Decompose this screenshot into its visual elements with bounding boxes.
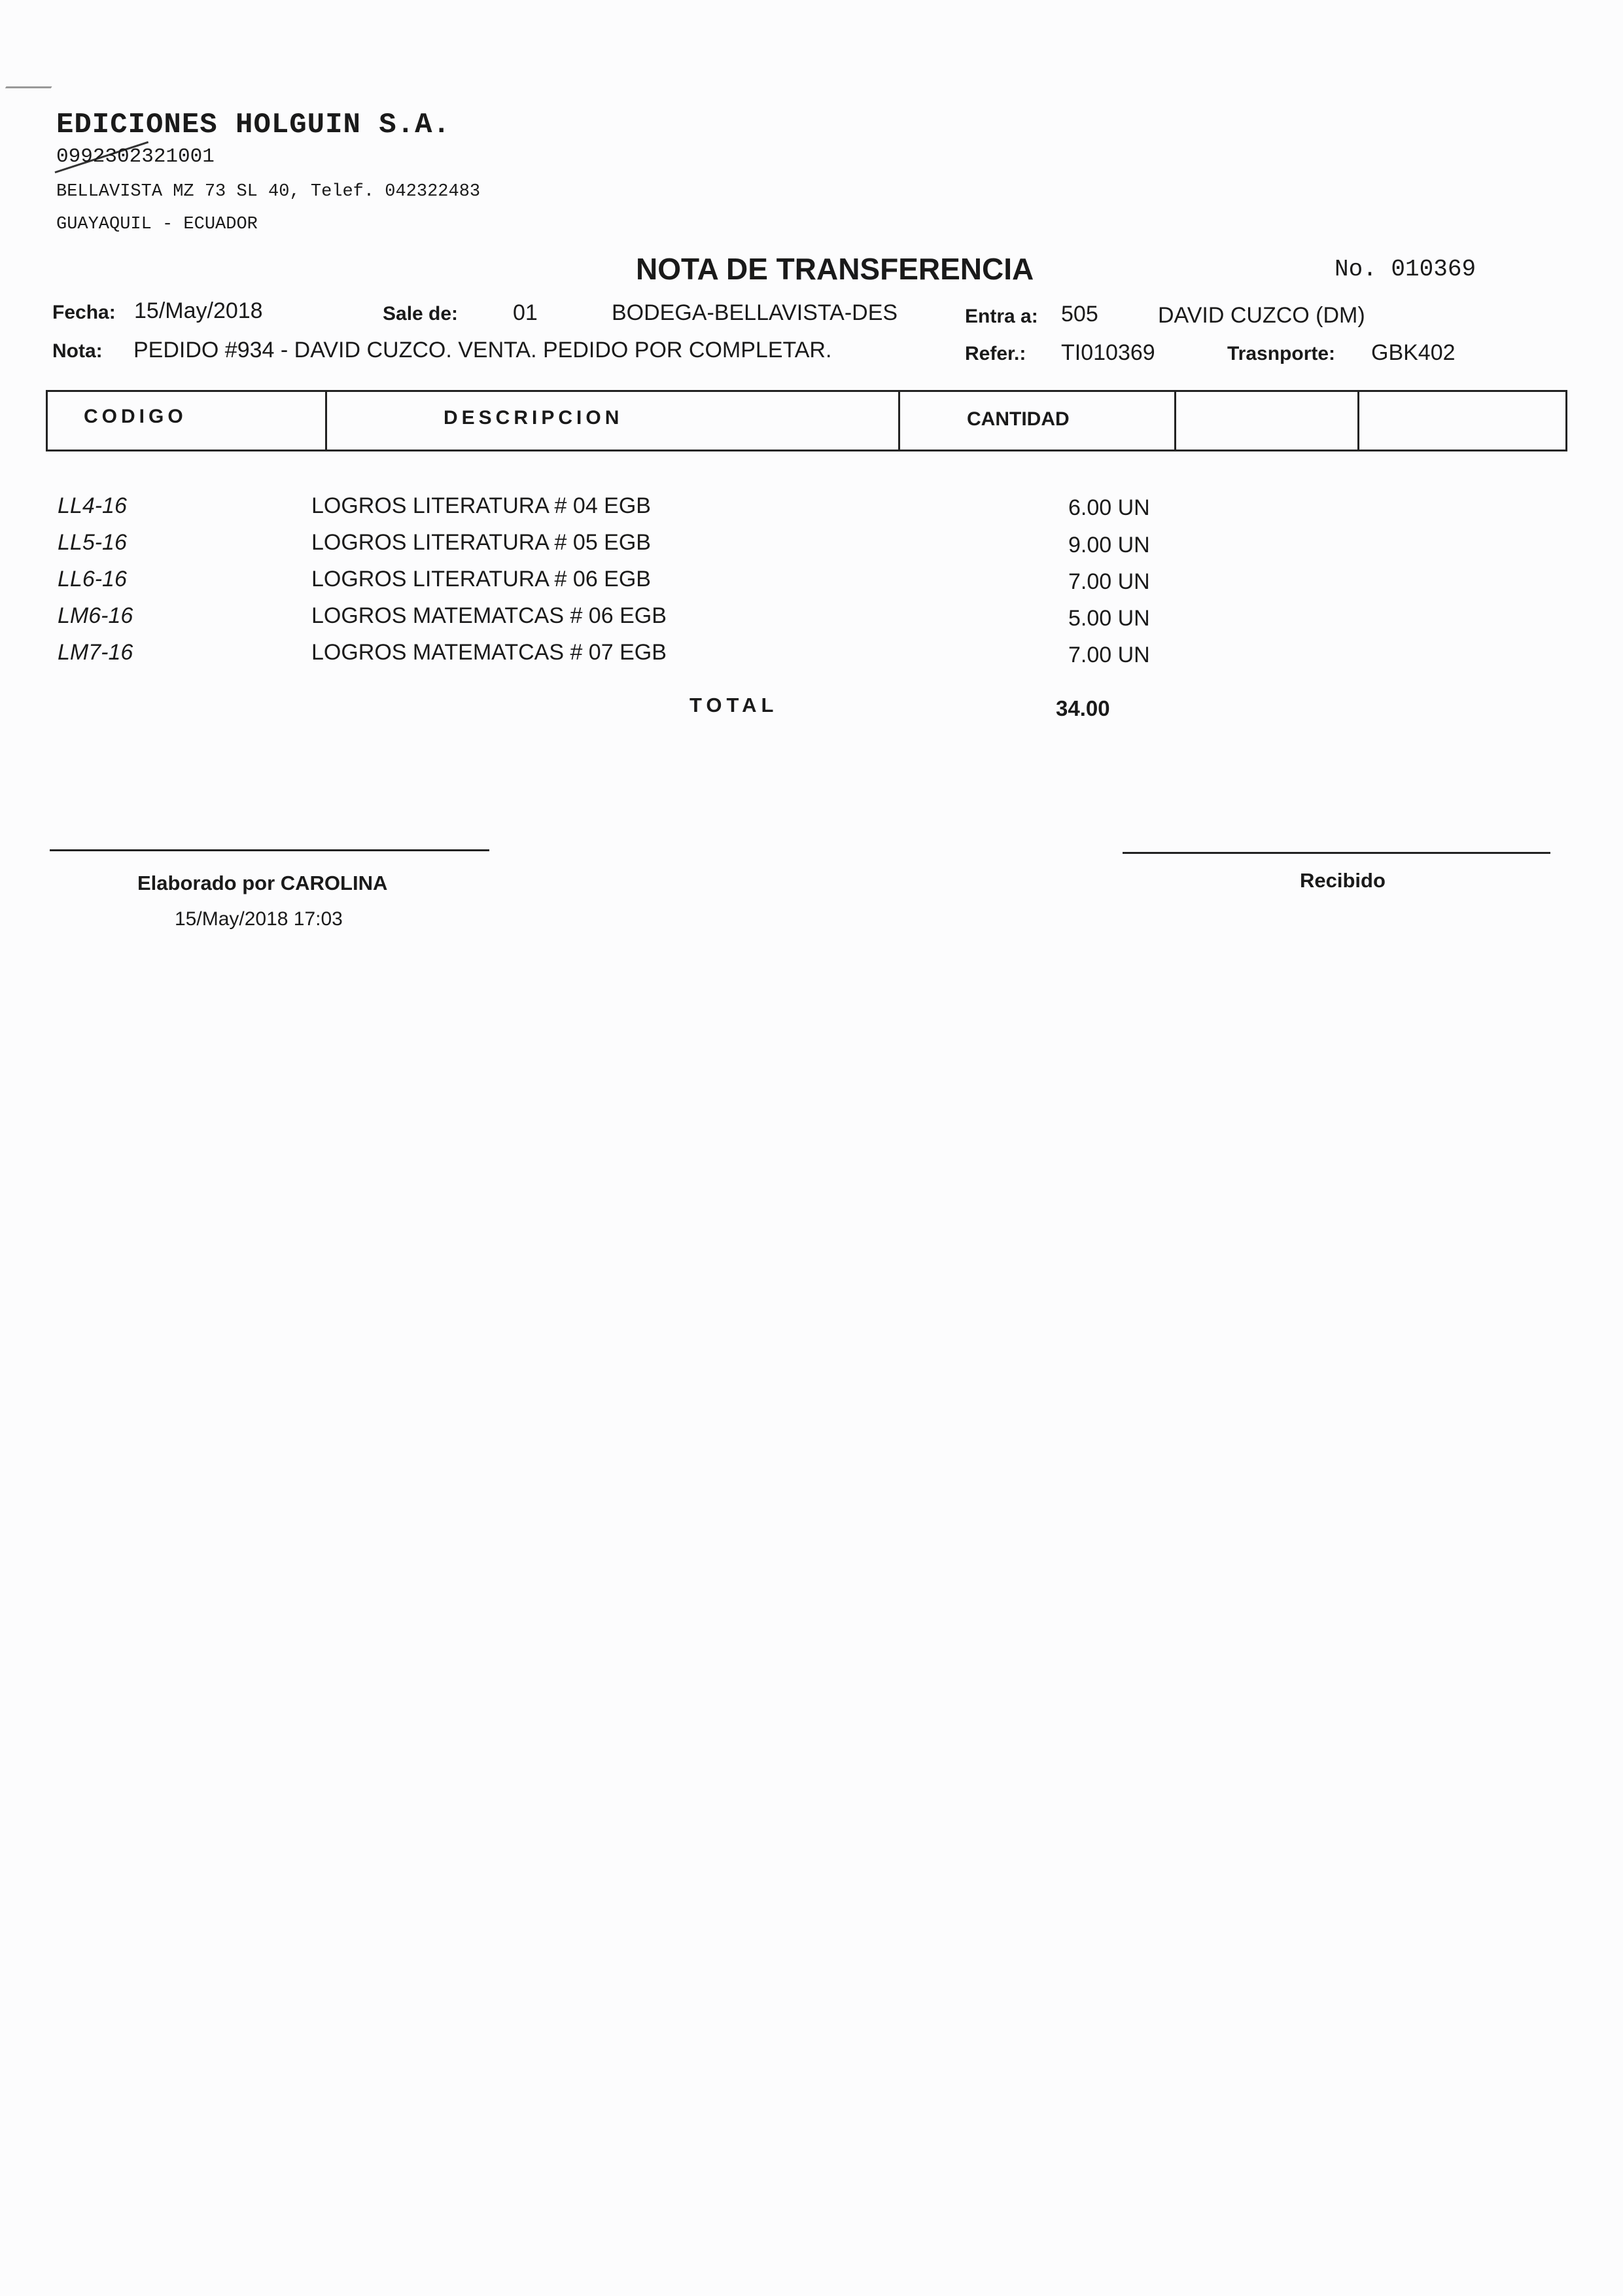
refer-label: Refer.:: [965, 343, 1026, 364]
header-codigo: CODIGO: [84, 406, 187, 427]
elaborado-por: Elaborado por CAROLINA: [137, 872, 388, 894]
column-divider: [325, 392, 327, 450]
row-cantidad: 5.00 UN: [1068, 606, 1150, 631]
entra-a-code: 505: [1061, 302, 1098, 327]
header-descripcion: DESCRIPCION: [444, 407, 623, 429]
company-ruc: 0992302321001: [56, 145, 215, 168]
document-title: NOTA DE TRANSFERENCIA: [636, 252, 1034, 286]
row-codigo: LL6-16: [58, 567, 127, 592]
nota-label: Nota:: [52, 340, 103, 362]
total-label: TOTAL: [689, 694, 778, 716]
column-divider: [1357, 392, 1359, 450]
row-codigo: LM7-16: [58, 640, 133, 665]
signature-line-elaborado: [50, 849, 489, 851]
fecha-label: Fecha:: [52, 302, 116, 323]
company-address: BELLAVISTA MZ 73 SL 40, Telef. 042322483: [56, 182, 481, 202]
refer-value: TI010369: [1061, 340, 1155, 365]
fecha-value: 15/May/2018: [134, 298, 263, 323]
table-header: [46, 390, 1567, 451]
elaborado-fecha: 15/May/2018 17:03: [175, 908, 343, 930]
row-codigo: LM6-16: [58, 603, 133, 628]
row-descripcion: LOGROS LITERATURA # 05 EGB: [311, 530, 651, 555]
total-value: 34.00: [1056, 696, 1110, 720]
row-cantidad: 7.00 UN: [1068, 569, 1150, 594]
sale-de-label: Sale de:: [383, 303, 459, 325]
document-number-value: 010369: [1391, 256, 1476, 283]
transporte-label: Trasnporte:: [1227, 343, 1336, 364]
nota-value: PEDIDO #934 - DAVID CUZCO. VENTA. PEDIDO POR COMPLETAR.: [133, 338, 832, 362]
row-cantidad: 7.00 UN: [1068, 643, 1150, 667]
recibido-label: Recibido: [1300, 869, 1386, 892]
row-cantidad: 6.00 UN: [1068, 495, 1150, 520]
row-descripcion: LOGROS MATEMATCAS # 06 EGB: [311, 603, 667, 628]
document-number-label: No.: [1335, 256, 1377, 283]
signature-line-recibido: [1123, 852, 1550, 854]
entra-a-name: DAVID CUZCO (DM): [1158, 303, 1365, 328]
entra-a-label: Entra a:: [965, 306, 1038, 327]
company-city: GUAYAQUIL - ECUADOR: [56, 215, 258, 234]
sale-de-code: 01: [513, 300, 538, 325]
column-divider: [898, 392, 900, 450]
row-descripcion: LOGROS LITERATURA # 04 EGB: [311, 493, 651, 518]
transporte-value: GBK402: [1371, 340, 1456, 365]
header-cantidad: CANTIDAD: [967, 408, 1070, 430]
folded-corner: [0, 86, 52, 108]
company-name: EDICIONES HOLGUIN S.A.: [56, 109, 451, 141]
row-descripcion: LOGROS LITERATURA # 06 EGB: [311, 567, 651, 592]
column-divider: [1174, 392, 1176, 450]
row-codigo: LL4-16: [58, 493, 127, 518]
document-number: [1335, 256, 1476, 283]
row-codigo: LL5-16: [58, 530, 127, 555]
row-cantidad: 9.00 UN: [1068, 533, 1150, 557]
row-descripcion: LOGROS MATEMATCAS # 07 EGB: [311, 640, 667, 665]
sale-de-name: BODEGA-BELLAVISTA-DES: [612, 300, 898, 325]
